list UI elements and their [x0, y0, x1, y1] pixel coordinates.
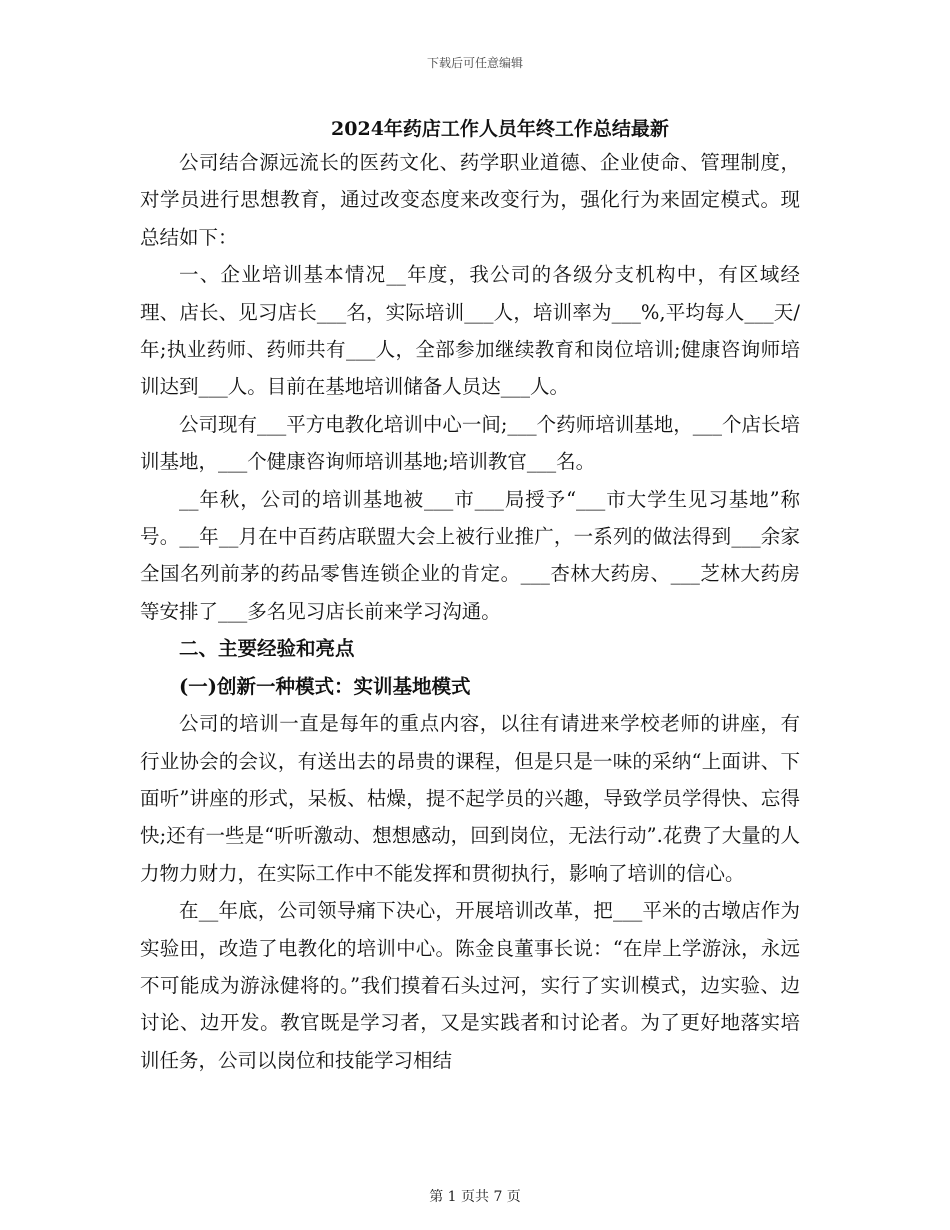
subsection-heading-model: (一)创新一种模式：实训基地模式 — [179, 674, 471, 698]
paragraph-training-overview: 一、企业培训基本情况__年度，我公司的各级分支机构中，有区域经理、店长、见习店长___名，实际培训___人，培训率为___%,平均每人___天/年;执业药师、药师共有___人，全部参加继续教育和岗位培训;健康咨询师培训达到___人。目前在基地培训储备人员达___人。 — [140, 263, 800, 399]
paragraph-facilities: 公司现有___平方电教化培训中心一间;___个药师培训基地，___个店长培训基地，___个健康咨询师培训基地;培训教官___名。 — [140, 412, 800, 474]
document-title: 2024年药店工作人员年终工作总结最新 — [331, 118, 669, 140]
page-indicator: 第 1 页共 7 页 — [429, 1189, 521, 1205]
paragraph-past-training: 公司的培训一直是每年的重点内容，以往有请进来学校老师的讲座，有行业协会的会议，有送出去的昂贵的课程，但是只是一味的采纳“上面讲、下面听”讲座的形式，呆板、枯燥，提不起学员的兴趣，导致学员学得快、忘得快;还有一些是“听听激动、想想感动，回到岗位，无法行动”.花费了大量的人力物力财力，在实际工作中不能发挥和贯彻执行，影响了培训的信心。 — [140, 712, 800, 885]
paragraph-reform: 在__年底，公司领导痛下决心，开展培训改革，把___平米的古墩店作为实验田，改造了电教化的培训中心。陈金良董事长说：“在岸上学游泳，永远不可能成为游泳健将的。”我们摸着石头过河，实行了实训模式，边实验、边讨论、边开发。教官既是学习者，又是实践者和讨论者。为了更好地落实培训任务，公司以岗位和技能学习相结 — [140, 899, 800, 1072]
section-heading-experience: 二、主要经验和亮点 — [179, 637, 355, 661]
paragraph-intro: 公司结合源远流长的医药文化、药学职业道德、企业使命、管理制度，对学员进行思想教育，通过改变态度来改变行为，强化行为来固定模式。现总结如下： — [140, 151, 800, 249]
header-note: 下载后可任意编辑 — [426, 56, 523, 70]
paragraph-recognition: __年秋，公司的培训基地被___市___局授予“___市大学生见习基地”称号。__年__月在中百药店联盟大会上被行业推广，一系列的做法得到___余家全国名列前茅的药品零售连锁企业的肯定。___杏林大药房、___芝林大药房等安排了___多名见习店长前来学习沟通。 — [140, 487, 800, 623]
document-body — [140, 144, 800, 1079]
